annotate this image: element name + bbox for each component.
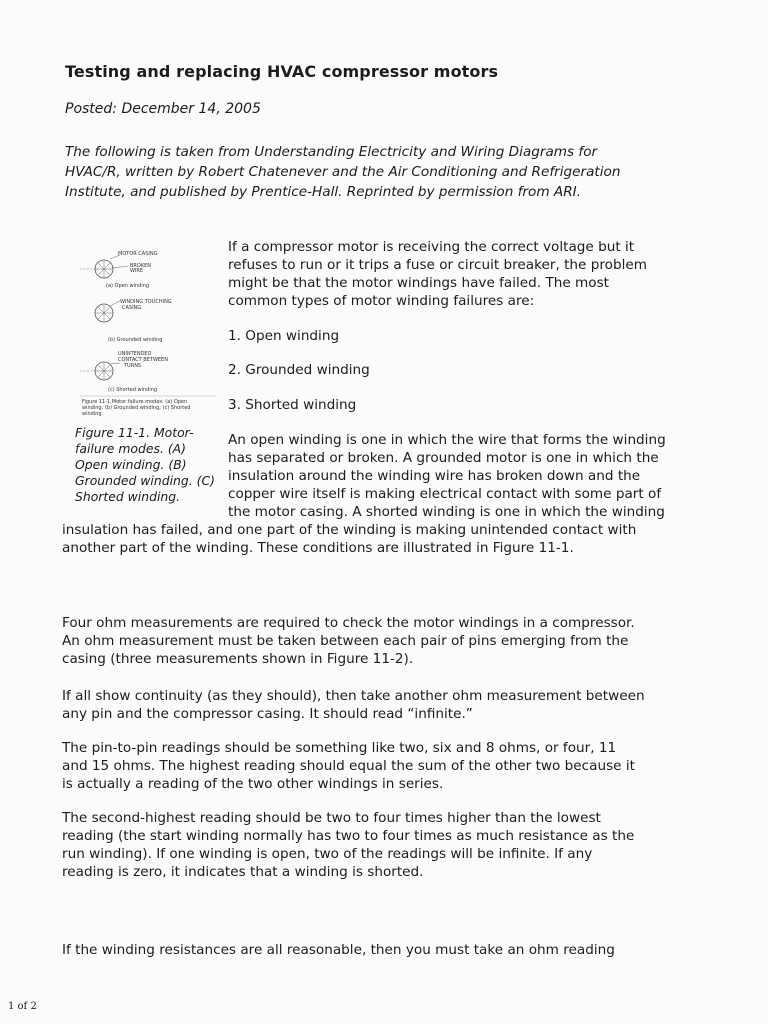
paragraph-line: has separated or broken. A grounded motor is one in which the [228,450,659,466]
caption-line: Shorted winding. [75,489,181,504]
paragraph-line: If a compressor motor is receiving the correct voltage but it [228,239,635,255]
caption-line: Grounded winding. (C) [75,473,215,488]
mini-caption-line: winding; (b) Grounded winding; (c) Shorted [82,405,191,411]
paragraph-ohm-measurements [62,614,712,668]
intro-line: Institute, and published by Prentice-Hall. Reprinted by permission from ARI. [65,184,581,200]
paragraph-line: and 15 ohms. The highest reading should equal the sum of the other two because it [62,758,635,774]
intro-line: The following is taken from Understanding Electricity and Wiring Diagrams for [65,144,598,160]
paragraph-line: The second-highest reading should be two to four times higher than the lowest [62,810,601,826]
label-wire: WIRE [130,268,144,274]
figure-caption [75,425,225,505]
label-winding-touching: WINDING TOUCHING [120,299,172,305]
list-item-shorted-winding: 3. Shorted winding [228,397,357,413]
paragraph-continuity [62,687,712,723]
paragraph-line: An ohm measurement must be taken between each pair of pins emerging from the [62,633,629,649]
paragraph-line: insulation has failed, and one part of the winding is making unintended contact with [62,522,637,538]
figure-11-1 [78,243,218,419]
paragraph-line: An open winding is one in which the wire that forms the winding [228,432,666,448]
open-winding-illustration [80,251,158,289]
paragraph-line: common types of motor winding failures are: [228,293,535,309]
paragraph-pin-readings [62,739,712,793]
paragraph-failures-intro [228,238,708,310]
posted-date: Posted: December 14, 2005 [65,101,261,117]
paragraph-line: might be that the motor windings have failed. The most [228,275,610,291]
caption-line: failure modes. (A) [75,441,186,456]
intro-paragraph [65,142,705,202]
label-open-winding: (a) Open winding [106,283,150,289]
page-number: 1 of 2 [8,1001,37,1012]
mini-caption-line: winding [82,411,102,417]
caption-line: Open winding. (B) [75,457,187,472]
paragraph-line: any pin and the compressor casing. It should read “infinite.” [62,706,473,722]
label-broken: BROKEN [130,263,152,269]
paragraph-line: reading (the start winding normally has two to four times as much resistance as the [62,828,635,844]
label-grounded-winding: (b) Grounded winding [108,337,163,343]
motor-failure-diagram [78,243,218,419]
label-motor-casing: MOTOR CASING [118,251,158,257]
paragraph-line: is actually a reading of the two other windings in series. [62,776,444,792]
label-shorted-winding: (c) Shorted winding [108,387,158,393]
paragraph-line: run winding). If one winding is open, two of the readings will be infinite. If any [62,846,593,862]
caption-line: Figure 11-1. Motor- [75,425,194,440]
mini-caption-line: Figure 11-1 Motor failure modes: (a) Open [82,399,188,405]
intro-line: HVAC/R, written by Robert Chatenever and the Air Conditioning and Refrigeration [65,164,621,180]
paragraph-failure-definitions [228,431,708,521]
paragraph-line: reading is zero, it indicates that a winding is shorted. [62,864,424,880]
paragraph-failure-definitions-cont [62,521,712,557]
label-unintended: UNINTENDED [118,351,152,357]
label-casing: CASING [122,305,142,311]
paragraph-line: Four ohm measurements are required to check the motor windings in a compressor. [62,615,635,631]
paragraph-line: If all show continuity (as they should), then take another ohm measurement between [62,688,645,704]
list-item-open-winding: 1. Open winding [228,328,340,344]
list-item-grounded-winding: 2. Grounded winding [228,362,370,378]
paragraph-line: another part of the winding. These conditions are illustrated in Figure 11-1. [62,540,574,556]
paragraph-line: copper wire itself is making electrical contact with some part of [228,486,662,502]
shorted-winding-illustration [80,351,216,417]
paragraph-line: the motor casing. A shorted winding is one in which the winding [228,504,665,520]
paragraph-second-highest [62,809,712,881]
grounded-winding-illustration [95,299,172,343]
label-turns: TURNS [124,363,142,369]
label-contact-between: CONTACT BETWEEN [118,357,168,363]
page-title: Testing and replacing HVAC compressor motors [65,62,499,81]
paragraph-line: If the winding resistances are all reasonable, then you must take an ohm reading [62,942,615,958]
paragraph-line: refuses to run or it trips a fuse or circuit breaker, the problem [228,257,647,273]
paragraph-line: insulation around the winding wire has broken down and the [228,468,641,484]
paragraph-line: The pin-to-pin readings should be something like two, six and 8 ohms, or four, 11 [62,740,617,756]
paragraph-line: casing (three measurements shown in Figure 11-2). [62,651,414,667]
paragraph-winding-resistances [62,941,712,959]
